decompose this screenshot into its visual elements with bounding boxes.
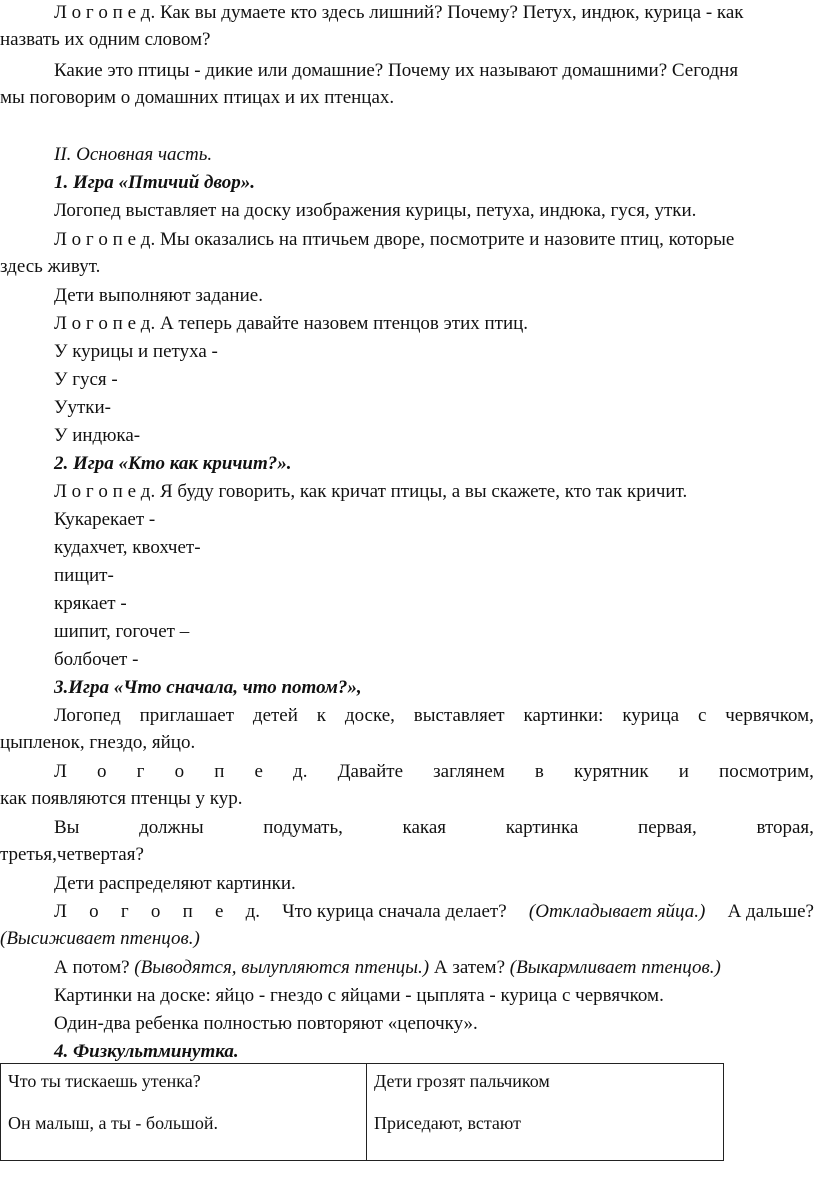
speaker-label: Л о г о п е д.: [54, 481, 156, 502]
list-item: У индюка-: [54, 425, 141, 446]
list-item: Кукарекает -: [54, 509, 156, 530]
speaker-label: Л о г о п е д.: [54, 313, 156, 334]
list-item: кудахчет, квохчет-: [54, 537, 201, 558]
paragraph-line: [54, 481, 687, 503]
word: картинка: [505, 817, 579, 838]
question-text: А потом?: [54, 957, 130, 978]
exercise-table: [0, 1063, 724, 1161]
paragraph-line: назвать их одним словом?: [0, 29, 211, 50]
paragraph-line: [54, 957, 721, 979]
word: заглянем: [433, 761, 505, 782]
list-item: шипит, гогочет –: [54, 621, 190, 642]
word: посмотрим,: [719, 761, 814, 782]
table-cell-text: Приседают, встают: [374, 1113, 521, 1133]
speaker-letter: д.: [293, 761, 308, 782]
paragraph-line: здесь живут.: [0, 256, 101, 277]
paragraph-text: А теперь давайте назовем птенцов этих птиц.: [159, 313, 529, 334]
speaker-letter: о: [89, 901, 99, 922]
speaker-letter: о: [174, 761, 185, 782]
paragraph-line: Дети распределяют картинки.: [54, 873, 296, 894]
question-text: А затем?: [433, 957, 506, 978]
paragraph-text: Как вы думаете кто здесь лишний? Почему? Петух, индюк, курица - как: [159, 2, 744, 23]
speaker-letter: Л: [54, 901, 67, 922]
game-4-heading: 4. Физкультминутка.: [54, 1041, 239, 1062]
table-cell-actions: [367, 1064, 724, 1161]
question-text: Что курица сначала делает?: [282, 901, 507, 922]
section-title: II. Основная часть.: [54, 144, 213, 165]
word: детей: [252, 705, 298, 726]
answer-text: (Откладывает яйца.): [528, 901, 706, 922]
game-3-heading: 3.Игра «Что сначала, что потом?»,: [54, 677, 362, 698]
word: подумать,: [263, 817, 343, 838]
speaker-letter: о: [97, 761, 107, 782]
paragraph-text: Я буду говорить, как кричат птицы, а вы скажете, кто так кричит.: [159, 481, 688, 502]
justified-line: [54, 817, 814, 839]
word: должны: [139, 817, 204, 838]
answer-text: (Высиживает птенцов.): [0, 928, 200, 949]
speaker-letter: п: [182, 901, 193, 922]
justified-line: [54, 761, 814, 783]
word: первая,: [638, 817, 697, 838]
list-item: крякает -: [54, 593, 127, 614]
speaker-letter: е: [254, 761, 263, 782]
paragraph-line: Картинки на доске: яйцо - гнездо с яйцами - цыплята - курица с червячком.: [54, 985, 664, 1006]
question-text: А дальше?: [727, 901, 814, 922]
word: курица: [622, 705, 680, 726]
word: и: [678, 761, 689, 782]
answer-text: (Выводятся, вылупляются птенцы.): [134, 957, 430, 978]
paragraph-line: Один-два ребенка полностью повторяют «цепочку».: [54, 1013, 478, 1034]
speaker-letter: г: [136, 761, 145, 782]
table-row: [1, 1064, 724, 1161]
paragraph-line: Логопед выставляет на доску изображения курицы, петуха, индюка, гуся, утки.: [54, 200, 697, 221]
justified-line: [54, 705, 814, 727]
paragraph-line: мы поговорим о домашних птицах и их птенцах.: [0, 87, 395, 108]
list-item: Уутки-: [54, 397, 111, 418]
paragraph-line: цыпленок, гнездо, яйцо.: [0, 732, 196, 753]
table-cell-text: Дети грозят пальчиком: [374, 1071, 550, 1091]
word: червячком,: [725, 705, 814, 726]
word: с: [697, 705, 707, 726]
word: выставляет: [413, 705, 505, 726]
list-item: болбочет -: [54, 649, 139, 670]
paragraph-line: Какие это птицы - дикие или домашние? Почему их называют домашними? Сегодня: [54, 60, 739, 81]
speaker-letter: е: [214, 901, 224, 922]
speaker-letter: о: [150, 901, 161, 922]
word: какая: [402, 817, 447, 838]
game-1-heading: 1. Игра «Птичий двор».: [54, 172, 255, 193]
word: Давайте: [337, 761, 404, 782]
word: Логопед: [54, 705, 121, 726]
word: вторая,: [756, 817, 814, 838]
speaker-label: Л о г о п е д.: [54, 2, 156, 23]
game-2-heading: 2. Игра «Кто как кричит?».: [54, 453, 292, 474]
word: к: [316, 705, 327, 726]
word: доске,: [344, 705, 395, 726]
answer-text: (Выкармливает птенцов.): [509, 957, 721, 978]
paragraph-line: как появляются птенцы у кур.: [0, 788, 243, 809]
word: приглашает: [139, 705, 235, 726]
paragraph-line: [54, 313, 528, 335]
paragraph-line: третья,четвертая?: [0, 844, 144, 865]
table-cell-text: Что ты тискаешь утенка?: [8, 1071, 201, 1091]
paragraph-line: [54, 2, 744, 24]
justified-line: [54, 901, 814, 923]
word: в: [534, 761, 544, 782]
list-item: У курицы и петуха -: [54, 341, 218, 362]
word: картинки:: [523, 705, 604, 726]
table-cell-text: Он малыш, а ты - большой.: [8, 1113, 219, 1133]
paragraph-line: [54, 229, 734, 251]
table-cell-verses: [1, 1064, 367, 1161]
word: Вы: [54, 817, 80, 838]
speaker-letter: Л: [54, 761, 67, 782]
speaker-label: Л о г о п е д.: [54, 229, 156, 250]
word: курятник: [574, 761, 649, 782]
speaker-letter: д.: [245, 901, 261, 922]
paragraph-line: Дети выполняют задание.: [54, 285, 263, 306]
speaker-letter: п: [214, 761, 225, 782]
paragraph-text: Мы оказались на птичьем дворе, посмотрите и назовите птиц, которые: [159, 229, 735, 250]
list-item: пищит-: [54, 565, 114, 586]
list-item: У гуся -: [54, 369, 118, 390]
speaker-letter: г: [120, 901, 129, 922]
